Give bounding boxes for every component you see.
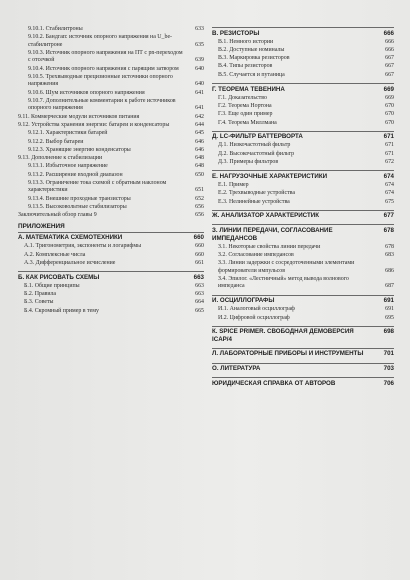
toc-entry-text: 9.12.3. Хранящие энергию конденсаторы [28, 146, 131, 153]
section-heading [212, 170, 394, 180]
toc-entry-text: З.3. Линии задержки с сосредоточенными элементами формирователи импульсов [218, 260, 355, 274]
section-gap [212, 80, 394, 82]
toc-entry [212, 306, 394, 313]
section-title: Д. LC-ФИЛЬТР БАТТЕРВОРТА [212, 133, 303, 141]
toc-entry [18, 139, 204, 146]
section-title: А. МАТЕМАТИКА СХЕМОТЕХНИКИ [18, 234, 123, 242]
toc-entry-text: А.1. Тригонометрия, экспоненты и логарифмы [24, 243, 142, 250]
section-title: Л. ЛАБОРАТОРНЫЕ ПРИБОРЫ И ИНСТРУМЕНТЫ [212, 350, 364, 358]
section-page: 666 [383, 29, 394, 37]
toc-entry-page: 648 [195, 163, 204, 170]
toc-entry-page: 641 [195, 105, 204, 112]
toc-entry [212, 55, 394, 62]
toc-entry-page: 691 [385, 306, 394, 313]
section-page: 671 [383, 133, 394, 141]
toc-entry-page: 665 [195, 307, 204, 314]
section-heading [212, 295, 394, 305]
section-gap [18, 268, 204, 270]
toc-entry-page: 650 [195, 171, 204, 178]
section-gap [212, 167, 394, 169]
toc-entry-text: 9.10.7. Дополнительные комментарии к работе источников опорного напряжения [28, 98, 176, 112]
toc-entry [212, 111, 394, 118]
section-page: 677 [383, 212, 394, 220]
toc-entry-text: 9.12.1. Характеристики батарей [28, 130, 108, 137]
section-title: Б. КАК РИСОВАТЬ СХЕМЫ [18, 273, 100, 281]
toc-entry-page: 664 [195, 299, 204, 306]
section-title: ЮРИДИЧЕСКАЯ СПРАВКА ОТ АВТОРОВ [212, 379, 336, 387]
toc-entry [212, 244, 394, 251]
section-gap [212, 389, 394, 391]
section-page: 698 [383, 328, 394, 336]
toc-entry-page: 695 [385, 314, 394, 321]
toc-entry [212, 190, 394, 197]
toc-entry-page: 674 [385, 190, 394, 197]
toc-entry-page: 660 [195, 251, 204, 258]
toc-entry [18, 114, 204, 121]
section-gap [212, 292, 394, 294]
toc-entry [18, 291, 204, 298]
toc-entry [212, 260, 394, 275]
toc-entry-page: 641 [195, 89, 204, 96]
toc-entry [18, 34, 204, 49]
toc-entry-text: Д.3. Примеры фильтров [218, 159, 279, 166]
toc-entry-page: 645 [195, 130, 204, 137]
toc-entry-page: 674 [385, 181, 394, 188]
toc-entry-page: 671 [385, 150, 394, 157]
toc-entry-text: З.1. Некоторые свойства линии передачи [218, 243, 321, 250]
toc-entry-text: 9.13.4. Внешние проходные транзисторы [28, 195, 131, 202]
section-page: 703 [383, 365, 394, 373]
toc-entry-text: Е.1. Пример [218, 181, 249, 188]
toc-entry-text: В.5. Случается и путаница [218, 71, 285, 78]
section-title: И. ОСЦИЛЛОГРАФЫ [212, 297, 275, 305]
toc-entry-page: 663 [195, 291, 204, 298]
toc-entry-text: А.2. Комплексные числа [24, 251, 86, 258]
toc-entry [18, 74, 204, 89]
toc-entry [18, 26, 204, 33]
toc-entry [212, 252, 394, 259]
toc-entry [212, 199, 394, 206]
toc-entry [212, 63, 394, 70]
toc-entry-page: 661 [195, 259, 204, 266]
toc-entry [18, 50, 204, 65]
section-page: 706 [383, 379, 394, 387]
toc-entry-text: Б.1. Общие принципы [24, 282, 80, 289]
toc-entry [212, 142, 394, 149]
section-title: К. SPICE PRIMER. СВОБОДНАЯ ДЕМОВЕРСИЯ ICAP/4 [212, 328, 354, 343]
section-gap [212, 345, 394, 347]
toc-entry [212, 276, 394, 291]
section-page: 691 [383, 297, 394, 305]
toc-entry-text: Д.1. Низкочастотный фильтр [218, 142, 291, 149]
toc-entry-page: 670 [385, 111, 394, 118]
toc-entry-page: 663 [195, 282, 204, 289]
toc-entry-page: 646 [195, 138, 204, 145]
section-page: 701 [383, 350, 394, 358]
toc-entry-text: Б.4. Скромный пример в тему [24, 307, 99, 314]
section-heading [18, 232, 204, 242]
toc-entry [18, 66, 204, 73]
toc-entry-text: Заключительный обзор главы 9 [18, 212, 97, 219]
section-gap [18, 316, 204, 318]
toc-entry-text: И.2. Цифровой осциллограф [218, 314, 290, 321]
appendices-heading: ПРИЛОЖЕНИЯ [18, 222, 65, 230]
toc-entry-text: В.1. Немного истории [218, 38, 274, 45]
toc-entry [18, 308, 204, 315]
section-title: Г. ТЕОРЕМА ТЕВЕНИНА [212, 85, 285, 93]
toc-entry [212, 120, 394, 127]
toc-entry-page: 651 [195, 187, 204, 194]
section-gap [212, 323, 394, 325]
section-title: Е. НАГРУЗОЧНЫЕ ХАРАКТЕРИСТИКИ [212, 172, 328, 180]
left-appendix-sections [18, 232, 204, 318]
toc-entry [18, 147, 204, 154]
section-gap [212, 374, 394, 376]
toc-entry-text: Б.3. Советы [24, 299, 54, 306]
toc-entry-page: 660 [195, 243, 204, 250]
toc-entry-page: 644 [195, 122, 204, 128]
right-appendix-sections [212, 27, 394, 391]
toc-entry-text: З.4. Эпилог. «Лестничный» метод вывода волнового импеданса [218, 275, 349, 290]
toc-entry-text: Г.1. Доказательство [218, 94, 267, 101]
section-page: 660 [193, 234, 204, 242]
toc-entry [18, 260, 204, 267]
toc-entry [212, 159, 394, 166]
toc-entry [18, 163, 204, 170]
toc-entry [212, 315, 394, 322]
toc-entry-text: 9.10.4. Источник опорного напряжения с парящим затвором [28, 65, 179, 72]
toc-entry-page: 669 [385, 94, 394, 101]
section-title: З. ЛИНИИ ПЕРЕДАЧИ, СОГЛАСОВАНИЕ ИМПЕДАНСОВ [212, 226, 333, 242]
toc-entry-page: 667 [385, 71, 394, 78]
toc-entry-text: В.3. Маркировка резисторов [218, 55, 290, 62]
toc-entry-text: И.1. Аналоговый осциллограф [218, 306, 295, 313]
section-heading [212, 27, 394, 37]
section-page: 663 [193, 273, 204, 281]
toc-entry-page: 642 [195, 113, 204, 120]
toc-entry [18, 155, 204, 162]
section-page: 674 [383, 172, 394, 180]
toc-entry-page: 656 [195, 204, 204, 211]
toc-entry-text: 9.13.3. Ограничение тока схемой с обратным наклоном характеристики [28, 180, 167, 194]
toc-entry-page: 683 [385, 251, 394, 258]
toc-entry [212, 182, 394, 189]
toc-entry-page: 670 [385, 119, 394, 126]
section-heading [212, 83, 394, 93]
toc-entry-text: В.4. Типы резисторов [218, 63, 273, 70]
toc-entry-text: В.2. Доступные номиналы [218, 46, 285, 53]
toc-entry-text: А.3. Дифференциальное исчисление [24, 259, 116, 266]
chapter9-entries [18, 26, 204, 220]
toc-entry-page: 640 [195, 81, 204, 88]
toc-entry-text: Е.3. Нелинейные устройства [218, 198, 290, 205]
toc-entry [18, 252, 204, 259]
section-title: В. РЕЗИСТОРЫ [212, 29, 260, 37]
toc-entry-text: 9.12. Устройства хранения энергии: батареи и конденсаторы [18, 122, 170, 128]
toc-entry-page: 648 [195, 155, 204, 162]
section-gap [212, 207, 394, 209]
toc-entry-text: 9.10.6. Шум источников опорного напряжения [28, 89, 145, 96]
toc-entry-text: Е.2. Трехвыводные устройства [218, 190, 295, 197]
toc-entry-page: 640 [195, 65, 204, 72]
toc-entry-page: 686 [385, 267, 394, 274]
toc-entry-text: 9.10.3. Источник опорного напряжения на ПТ с pn-переходом с отсечкой [28, 50, 183, 64]
toc-entry-page: 671 [385, 142, 394, 149]
toc-entry [18, 180, 204, 195]
toc-entry-text: Г.2. Теорема Нортона [218, 102, 272, 109]
toc-entry-text: 9.10.1. Стабилитроны [28, 26, 83, 32]
toc-entry [18, 204, 204, 211]
section-gap [212, 360, 394, 362]
toc-entry [18, 98, 204, 113]
toc-entry-page: 652 [195, 195, 204, 202]
toc-entry [18, 212, 204, 219]
toc-entry [212, 47, 394, 54]
toc-entry [18, 130, 204, 137]
toc-entry-page: 675 [385, 198, 394, 205]
toc-entry-text: Г.4. Теорема Миллмана [218, 119, 277, 126]
toc-entry [18, 196, 204, 203]
toc-entry-page: 633 [195, 26, 204, 32]
toc-entry-text: 9.13. Дополнение к стабилизации [18, 155, 103, 162]
toc-entry [18, 90, 204, 97]
toc-entry-page: 666 [385, 46, 394, 53]
toc-entry-page: 635 [195, 41, 204, 48]
section-heading [212, 131, 394, 141]
toc-entry-page: 678 [385, 243, 394, 250]
toc-entry-page: 656 [195, 212, 204, 219]
toc-entry-text: Г.3. Еще один пример [218, 111, 273, 118]
toc-entry-text: Д.2. Высокочастотный фильтр [218, 150, 295, 157]
toc-entry [18, 243, 204, 250]
toc-entry-text: 9.13.1. Избыточное напряжение [28, 163, 108, 170]
toc-entry-text: 9.10.5. Трехвыводные прецизионные источники опорного напряжения [28, 74, 173, 88]
section-heading [212, 210, 394, 220]
toc-entry-page: 646 [195, 146, 204, 153]
section-heading [212, 326, 394, 344]
toc-entry-page: 667 [385, 55, 394, 62]
toc-entry-text: 9.10.2. Бандгап: источник опорного напряжения на U_be-стабилитроне [28, 34, 173, 48]
toc-entry [18, 283, 204, 290]
section-heading [212, 377, 394, 387]
toc-entry-text: 9.12.2. Выбор батареи [28, 138, 84, 145]
section-heading [212, 224, 394, 242]
section-title: Ж. АНАЛИЗАТОР ХАРАКТЕРИСТИК [212, 212, 319, 220]
toc-entry-text: Б.2. Правила [24, 291, 57, 298]
toc-entry [212, 39, 394, 46]
toc-entry [212, 72, 394, 79]
toc-entry [212, 151, 394, 158]
section-title: О. ЛИТЕРАТУРА [212, 365, 261, 373]
toc-right-column [212, 26, 394, 391]
toc-entry [212, 95, 394, 102]
toc-entry [18, 122, 204, 129]
toc-entry-page: 670 [385, 102, 394, 109]
toc-entry-page: 672 [385, 159, 394, 166]
toc-entry-text: 9.13.5. Высоковольтные стабилизаторы [28, 204, 127, 211]
toc-entry-text: З.2. Согласование импедансов [218, 251, 294, 258]
section-heading [18, 271, 204, 281]
toc-entry-text: 9.13.2. Расширение входной диапазон [28, 171, 123, 178]
section-heading [212, 363, 394, 373]
section-heading [212, 348, 394, 358]
toc-entry-page: 667 [385, 63, 394, 70]
toc-left-column [18, 26, 204, 318]
toc-entry-page: 687 [385, 283, 394, 290]
section-page: 669 [383, 85, 394, 93]
section-page: 678 [383, 226, 394, 234]
toc-entry [18, 172, 204, 179]
toc-entry [18, 299, 204, 306]
toc-entry-page: 639 [195, 57, 204, 64]
section-gap [212, 221, 394, 223]
toc-entry [212, 103, 394, 110]
toc-entry-text: 9.11. Коммерческие модули источников питания [18, 113, 140, 120]
section-gap [212, 128, 394, 130]
toc-entry-page: 666 [385, 38, 394, 45]
